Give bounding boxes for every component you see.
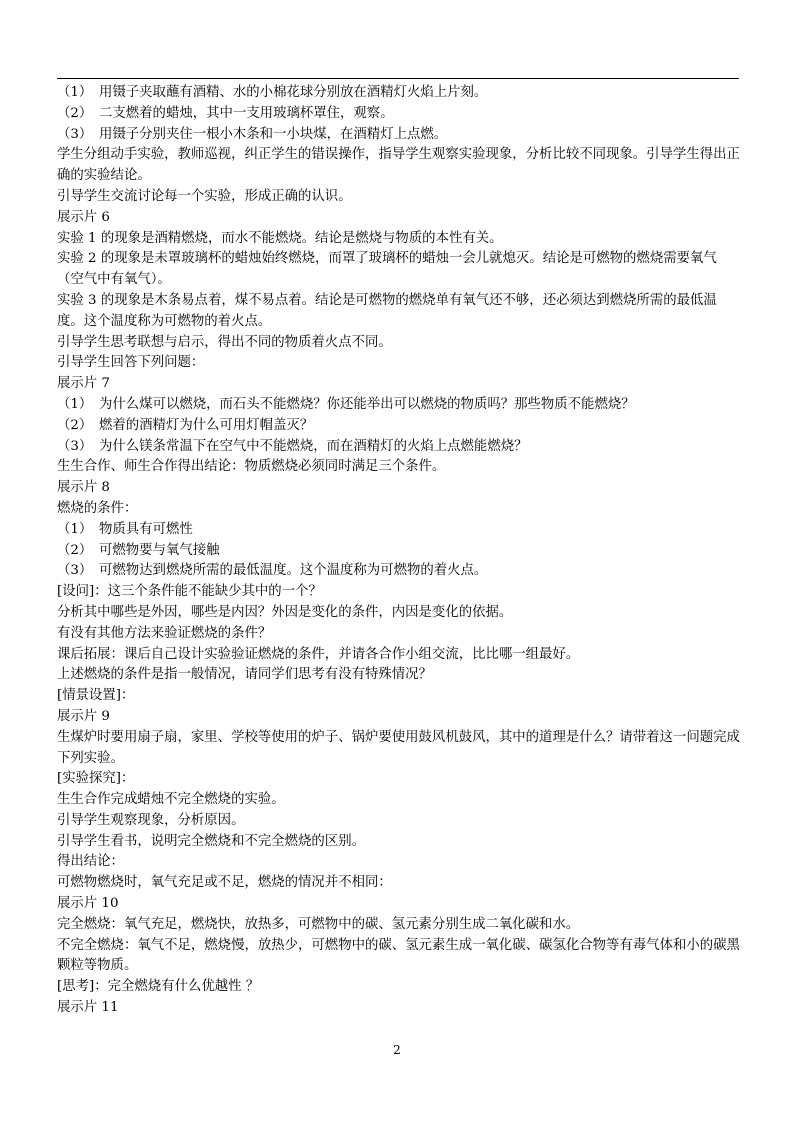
text-line: （3） 用镊子分别夹住一根小木条和一小块煤，在酒精灯上点燃。 (57, 126, 448, 142)
text-line: 上述燃烧的条件是指一般情况，请同学们思考有没有特殊情况？ (57, 667, 432, 683)
text-line: 引导学生观察现象，分析原因。 (57, 812, 245, 828)
text-line: （2） 燃着的酒精灯为什么可用灯帽盖灭？ (57, 417, 314, 433)
text-line: 可燃物燃烧时，氧气充足或不足，燃烧的情况并不相同： (57, 875, 392, 891)
text-line: 展示片 6 (57, 209, 110, 225)
text-line: 展示片 8 (57, 480, 110, 496)
text-line: （2） 可燃物要与氧气接触 (57, 542, 220, 558)
text-line: [情景设置]： (57, 688, 135, 704)
text-line: 燃烧的条件： (57, 500, 138, 516)
text-line: 课后拓展：课后自己设计实验验证燃烧的条件，并请各合作小组交流，比比哪一组最好。 (57, 646, 580, 662)
text-line: （1） 用镊子夹取蘸有酒精、水的小棉花球分别放在酒精灯火焰上片刻。 (57, 85, 488, 100)
header-rule (57, 78, 739, 79)
text-line: （2） 二支燃着的蜡烛，其中一支用玻璃杯罩住，观察。 (57, 105, 394, 121)
text-line: 引导学生思考联想与启示，得出不同的物质着火点不同。 (57, 334, 392, 350)
page-number: 2 (393, 1043, 401, 1057)
text-line: [设问]：这三个条件能不能缺少其中的一个？ (57, 584, 322, 600)
document-body (57, 83, 741, 1019)
text-line: 学生分组动手实验，教师巡视，纠正学生的错误操作，指导学生观察实验现象，分析比较不同现象。引导学生得出正确的实验结论。 (57, 147, 740, 184)
text-line: （1） 为什么煤可以燃烧，而石头不能燃烧？你还能举出可以燃烧的物质吗？那些物质不能燃烧？ (57, 396, 635, 412)
text-line: 有没有其他方法来验证燃烧的条件？ (57, 625, 272, 641)
text-line: 引导学生交流讨论每一个实验，形成正确的认识。 (57, 188, 352, 204)
text-line: 展示片 11 (57, 1000, 119, 1016)
text-line: 展示片 9 (57, 708, 110, 724)
text-line: 生生合作完成蜡烛不完全燃烧的实验。 (57, 792, 285, 808)
text-line: [思考]：完全燃烧有什么优越性 ？ (57, 979, 260, 995)
text-line: （3） 为什么镁条常温下在空气中不能燃烧，而在酒精灯的火焰上点燃能燃烧？ (57, 438, 528, 454)
text-line: 生煤炉时要用扇子扇，家里、学校等使用的炉子、锅炉要使用鼓风机鼓风，其中的道理是什么？请带着这一问题完成下列实验。 (57, 729, 740, 766)
text-line: 展示片 10 (57, 896, 119, 912)
text-line: 实验 1 的现象是酒精燃烧，而水不能燃烧。结论是燃烧与物质的本性有关。 (57, 230, 503, 246)
text-line: 实验 3 的现象是木条易点着，煤不易点着。结论是可燃物的燃烧单有氧气还不够，还必须达到燃烧所需的最低温度。这个温度称为可燃物的着火点。 (57, 292, 717, 329)
text-line: 引导学生看书，说明完全燃烧和不完全燃烧的区别。 (57, 833, 365, 849)
text-line: 实验 2 的现象是未罩玻璃杯的蜡烛始终燃烧，而罩了玻璃杯的蜡烛一会儿就熄灭。结论是可燃物的燃烧需要氧气（空气中有氧气）。 (57, 251, 717, 288)
text-line: （3） 可燃物达到燃烧所需的最低温度。这个温度称为可燃物的着火点。 (57, 563, 488, 579)
text-line: [实验探究]： (57, 771, 135, 787)
text-line: 完全燃烧：氧气充足，燃烧快，放热多，可燃物中的碳、氢元素分别生成二氧化碳和水。 (57, 916, 580, 932)
text-line: 分析其中哪些是外因，哪些是内因？外因是变化的条件，内因是变化的依据。 (57, 604, 513, 620)
text-line: （1） 物质具有可燃性 (57, 521, 193, 537)
text-line: 得出结论： (57, 854, 124, 870)
text-line: 展示片 7 (57, 376, 110, 392)
text-line: 生生合作、师生合作得出结论：物质燃烧必须同时满足三个条件。 (57, 459, 446, 475)
text-line: 引导学生回答下列问题： (57, 355, 205, 371)
text-line: 不完全燃烧：氧气不足，燃烧慢，放热少，可燃物中的碳、氢元素生成一氧化碳、碳氢化合物等有毒气体和小的碳黑颗粒等物质。 (57, 937, 740, 974)
